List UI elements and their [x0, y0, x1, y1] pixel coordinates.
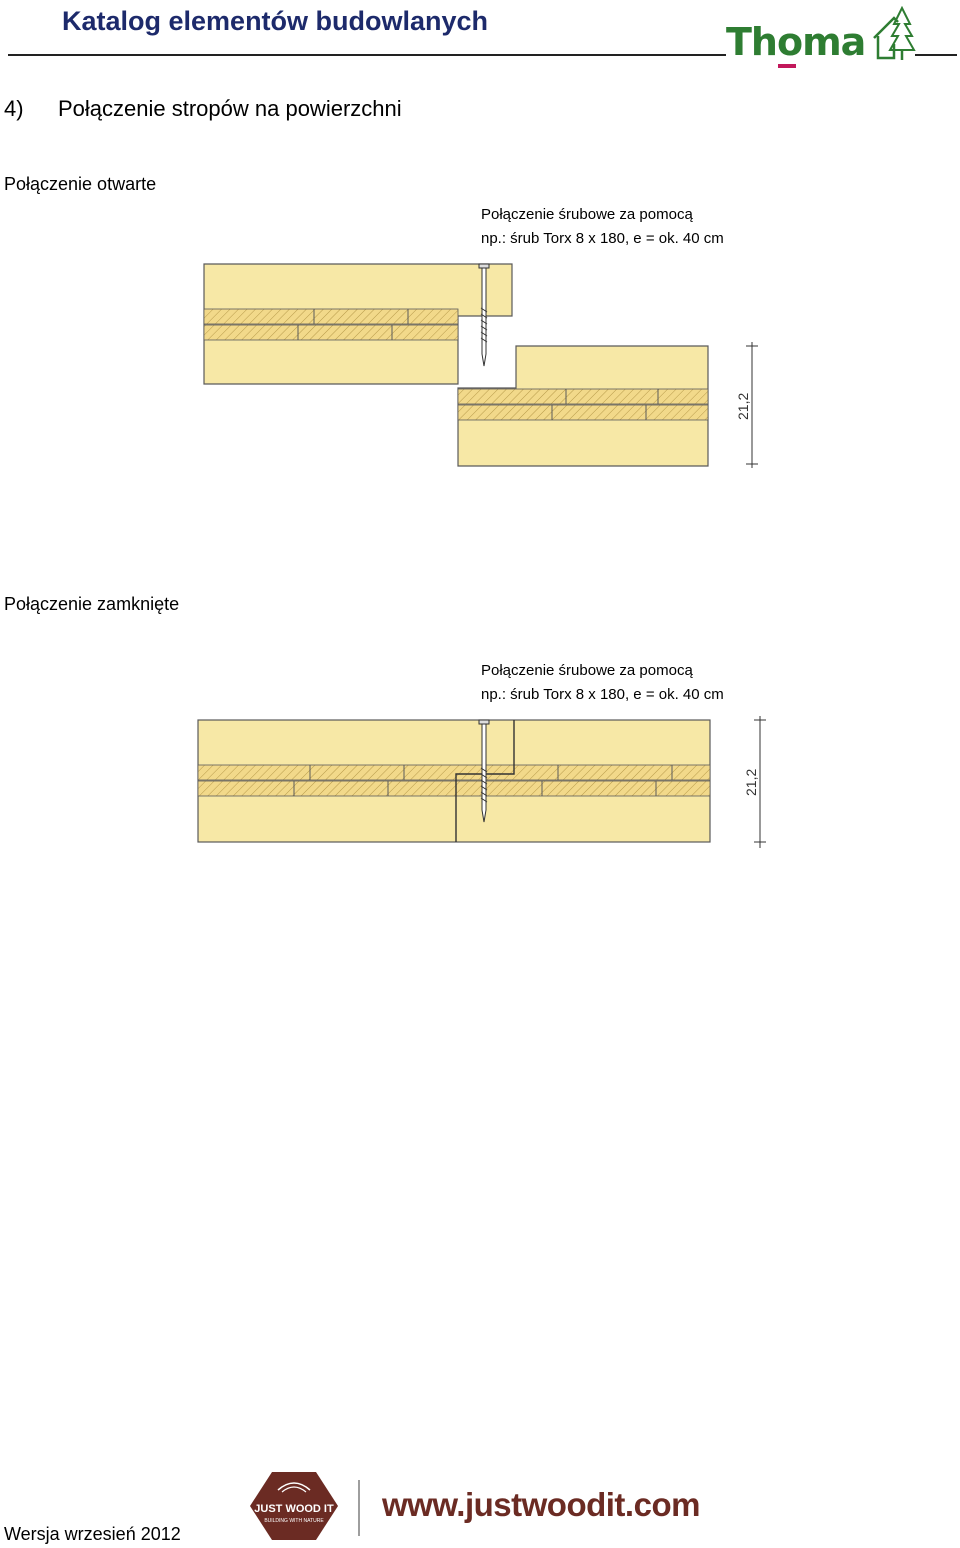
dimension-label: 21,2 — [743, 768, 759, 796]
open-joint-diagram — [196, 258, 768, 476]
figure-2-note — [481, 659, 724, 707]
lamella-row-1 — [198, 765, 710, 780]
document-title: Katalog elementów budowlanych — [62, 6, 489, 36]
badge-title: JUST WOOD IT — [254, 1503, 334, 1515]
header-divider — [8, 54, 726, 56]
lamella-row-2 — [198, 781, 710, 796]
document-version: Wersja wrzesień 2012 — [4, 1524, 181, 1544]
section-title: Połączenie stropów na powierzchni — [58, 96, 402, 121]
section-heading — [4, 96, 402, 122]
left-lamella-row-1 — [204, 309, 458, 324]
figure-1-note-line-1: Połączenie śrubowe za pomocą — [481, 206, 693, 223]
left-lamella-row-2 — [204, 325, 458, 340]
footer-divider — [358, 1480, 360, 1536]
figure-2-note-line-2: np.: śrub Torx 8 x 180, e = ok. 40 cm — [481, 686, 724, 703]
house-tree-icon — [872, 6, 916, 62]
logo-text: Thoma — [726, 20, 866, 64]
website-link[interactable]: www.justwoodit.com — [382, 1486, 700, 1523]
logo-accent-bar — [778, 64, 796, 68]
right-lamella-row-1 — [458, 389, 708, 404]
figure-1-note — [481, 203, 724, 251]
closed-joint-diagram — [196, 714, 770, 850]
dimension-label: 21,2 — [735, 392, 751, 420]
badge-subtitle: BUILDING WITH NATURE — [264, 1518, 324, 1524]
just-wood-it-badge — [248, 1470, 340, 1542]
figure-1-note-line-2: np.: śrub Torx 8 x 180, e = ok. 40 cm — [481, 230, 724, 247]
thoma-logo — [726, 4, 916, 70]
figure-2-title: Połączenie zamknięte — [4, 594, 180, 614]
figure-2-note-line-1: Połączenie śrubowe za pomocą — [481, 662, 693, 679]
section-number: 4) — [4, 96, 24, 121]
header-divider-right — [915, 54, 957, 56]
right-lamella-row-2 — [458, 405, 708, 420]
figure-1-title: Połączenie otwarte — [4, 174, 157, 194]
